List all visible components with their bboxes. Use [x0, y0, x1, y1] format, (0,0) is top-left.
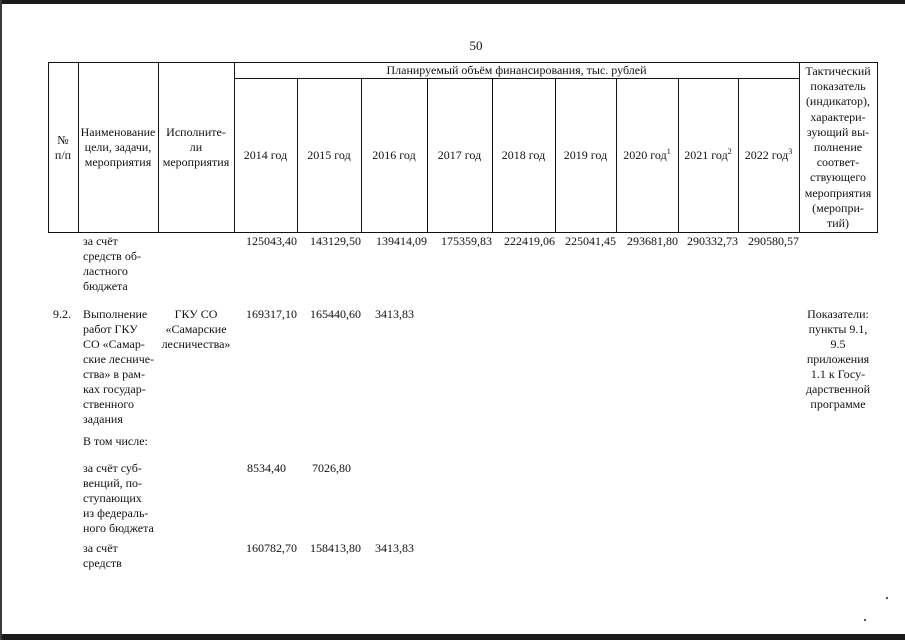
row-9-2-num: 9.2. [53, 307, 71, 321]
cell-regional-2016: 139414,09 [376, 234, 427, 248]
cell-9-2-2015: 165440,60 [310, 307, 361, 321]
row-9-2-label: Выполнение работ ГКУ СО «Самар- ские лесниче- ства» в рам- ках государ- ственного задания [83, 307, 155, 426]
scan-speck [864, 619, 866, 621]
header-year-2019: 2019 год [563, 148, 608, 162]
header-name: Наименование цели, задачи, мероприятия [80, 125, 156, 169]
page-number: 50 [469, 38, 483, 53]
cell-9-2-2016: 3413,83 [375, 307, 414, 321]
cell-funds-2015: 158413,80 [310, 541, 361, 555]
row-9-2-executor: ГКУ СО «Самарские лесничества» [161, 307, 231, 351]
row-federal-label: за счёт суб- венций, по- ступающих из федераль- ного бюджета [83, 461, 154, 535]
header-year-2020: 2020 год$^1$ [623, 147, 671, 162]
row-regional-budget-label: за счёт средств об- ластного бюджета [83, 234, 141, 293]
cell-funds-2014: 160782,70 [246, 541, 297, 555]
header-year-2015: 2015 год [307, 148, 351, 162]
header-year-2022: 2022 год$^3$ [744, 147, 793, 162]
cell-regional-2015: 143129,50 [310, 234, 361, 248]
header-year-2017: 2017 год [437, 148, 482, 162]
including-label: В том числе: [83, 434, 148, 448]
cell-regional-2014: 125043,40 [246, 234, 297, 248]
row-9-2-indicator: Показатели: пункты 9.1, 9.5 приложения 1.1 к Госу- дарственной программе [805, 307, 871, 411]
header-indicator: Тактический показатель (индикатор), характери- зующий вы- полнение соответ- ствующего мероприятия (меропри- тий) [804, 64, 872, 231]
row-regional-funds-label: за счёт средств [83, 541, 122, 570]
cell-federal-2015: 7026,80 [312, 461, 351, 475]
header-year-2021: 2021 год$^2$ [684, 147, 732, 162]
scan-edge-top [0, 0, 905, 4]
header-planned-title: Планируемый объём финансирования, тыс. рублей [386, 63, 647, 77]
header-executor: Исполните- ли мероприятия [162, 125, 230, 169]
scan-speck [886, 597, 888, 599]
cell-regional-2022: 290580,57 [748, 234, 799, 248]
cell-regional-2020: 293681,80 [627, 234, 678, 248]
cell-regional-2017: 175359,83 [441, 234, 492, 248]
cell-regional-2021: 290332,73 [687, 234, 738, 248]
scan-edge-left [0, 0, 2, 640]
cell-regional-2019: 225041,45 [565, 234, 616, 248]
header-year-2018: 2018 год [501, 148, 546, 162]
scan-edge-bottom [0, 634, 905, 640]
header-year-2014: 2014 год [243, 148, 288, 162]
cell-regional-2018: 222419,06 [504, 234, 555, 248]
cell-funds-2016: 3413,83 [375, 541, 414, 555]
header-num: № п/п [54, 133, 72, 162]
cell-9-2-2014: 169317,10 [246, 307, 297, 321]
header-year-2016: 2016 год [372, 148, 416, 162]
cell-federal-2014: 8534,40 [247, 461, 286, 475]
